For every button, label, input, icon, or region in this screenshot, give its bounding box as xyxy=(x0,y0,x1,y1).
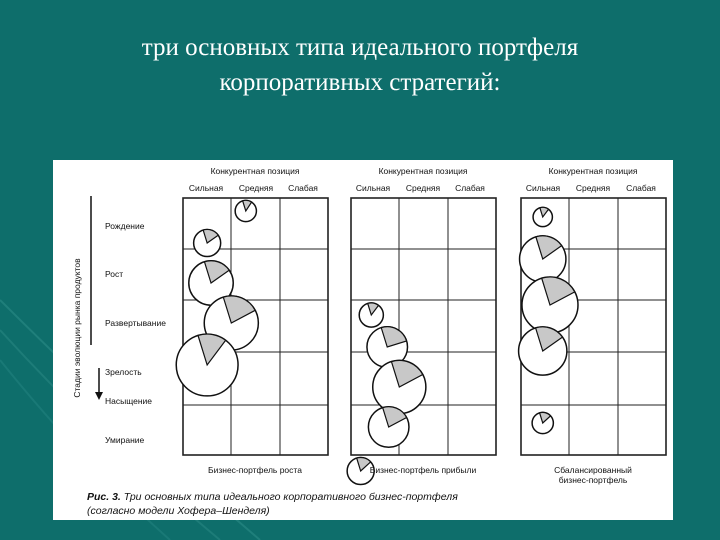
stage-label-growth: Рост xyxy=(105,269,124,279)
business-circle xyxy=(519,327,567,375)
portfolio-label-balanced-line2: бизнес-портфель xyxy=(558,475,628,485)
slide-title-line1: три основных типа идеального портфеля xyxy=(141,34,579,61)
portfolio-label-balanced-line1: Сбалансированный xyxy=(554,465,632,475)
business-circle xyxy=(373,360,426,413)
figure-panel xyxy=(53,160,673,520)
y-axis-label: Стадии эволюции рынка продуктов xyxy=(72,258,82,398)
stage-label-birth: Рождение xyxy=(105,221,145,231)
business-circle xyxy=(359,303,383,327)
business-circle xyxy=(532,412,553,433)
business-circle xyxy=(235,200,256,221)
stage-label-maturity: Зрелость xyxy=(105,367,142,377)
column-label-strong: Сильная xyxy=(525,183,561,193)
business-circle xyxy=(520,236,566,282)
portfolio-growth xyxy=(176,166,328,475)
business-circle xyxy=(522,277,578,333)
stage-label-expansion: Развертывание xyxy=(105,318,166,328)
column-label-strong: Сильная xyxy=(188,183,224,193)
business-circle xyxy=(176,334,238,396)
business-circle xyxy=(533,207,552,226)
circles-growth xyxy=(176,200,258,396)
portfolio-label-growth: Бизнес-портфель роста xyxy=(208,465,302,475)
header-label: Конкурентная позиция xyxy=(548,166,638,176)
circles-profit xyxy=(347,303,426,485)
column-label-strong: Сильная xyxy=(355,183,391,193)
header-label: Конкурентная позиция xyxy=(210,166,300,176)
portfolio-profit xyxy=(347,166,496,485)
figure-caption xyxy=(87,490,647,518)
caption-line2: (согласно модели Хофера–Шенделя) xyxy=(87,505,270,517)
caption-prefix: Рис. 3. xyxy=(87,491,121,503)
column-label-weak: Слабая xyxy=(288,183,318,193)
portfolio-label-profit: Бизнес-портфель прибыли xyxy=(369,465,477,475)
column-label-weak: Слабая xyxy=(626,183,656,193)
column-label-medium: Средняя xyxy=(405,183,441,193)
slide-title xyxy=(0,30,720,100)
caption-text: Три основных типа идеального корпоративного бизнес-портфеля xyxy=(120,491,458,503)
portfolio-diagram xyxy=(53,160,673,520)
column-label-medium: Средняя xyxy=(238,183,274,193)
business-circle xyxy=(194,229,221,256)
header-label: Конкурентная позиция xyxy=(378,166,468,176)
column-label-medium: Средняя xyxy=(575,183,611,193)
slide-title-line2: корпоративных стратегий: xyxy=(219,69,501,96)
portfolio-balanced xyxy=(519,166,666,485)
column-label-weak: Слабая xyxy=(455,183,485,193)
stage-label-saturation: Насыщение xyxy=(105,396,153,406)
business-circle xyxy=(368,407,409,448)
axis-arrow-icon xyxy=(95,392,103,400)
stage-label-decline: Умирание xyxy=(105,435,145,445)
